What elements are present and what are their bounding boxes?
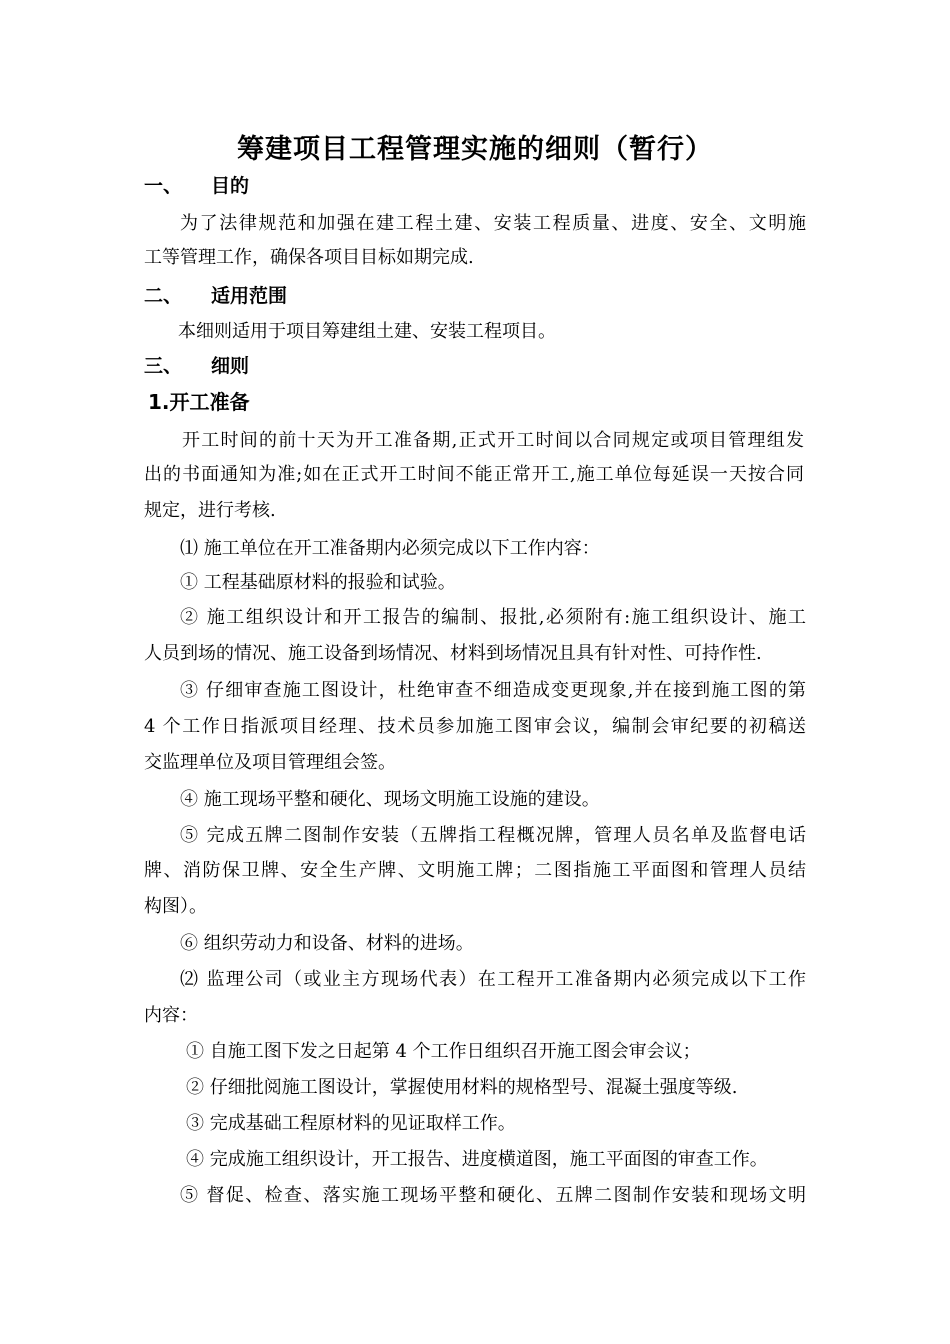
- paragraph-line: 规定，进行考核.: [144, 500, 276, 521]
- subsection-heading: 1.开工准备: [148, 390, 250, 414]
- list-item: ③ 完成基础工程原材料的见证取样工作。: [186, 1113, 516, 1134]
- section-heading-rules: [144, 352, 249, 380]
- list-item: ③ 仔细审查施工图设计，杜绝审查不细造成变更现象,并在接到施工图的第: [180, 680, 806, 701]
- paragraph-line: 为了法律规范和加强在建工程土建、安装工程质量、进度、安全、文明施: [180, 213, 806, 234]
- list-item-continuation: 交监理单位及项目管理组会签。: [144, 752, 396, 773]
- list-item: ① 工程基础原材料的报验和试验。: [180, 572, 456, 593]
- list-item-continuation: 人员到场的情况、施工设备到场情况、材料到场情况且具有针对性、可持作性.: [144, 643, 762, 664]
- section-title: 目的: [211, 175, 250, 197]
- list-item: ⑥ 组织劳动力和设备、材料的进场。: [180, 933, 474, 954]
- paragraph-line: 工等管理工作，确保各项目目标如期完成.: [144, 247, 474, 268]
- section-title: 适用范围: [211, 285, 288, 307]
- list-heading: ⑵ 监理公司（或业主方现场代表）在工程开工准备期内必须完成以下工作: [180, 969, 806, 990]
- list-item: ② 仔细批阅施工图设计，掌握使用材料的规格型号、混凝土强度等级.: [186, 1077, 738, 1098]
- paragraph-line: 本细则适用于项目筹建组土建、安装工程项目。: [178, 321, 556, 342]
- list-item: ④ 完成施工组织设计，开工报告、进度横道图，施工平面图的审查工作。: [186, 1149, 768, 1170]
- list-item: ① 自施工图下发之日起第 4 个工作日组织召开施工图会审会议；: [186, 1041, 701, 1062]
- section-number: 二、: [144, 285, 183, 307]
- section-number: 三、: [144, 355, 183, 377]
- paragraph-line: 出的书面通知为准;如在正式开工时间不能正常开工,施工单位每延误一天按合同: [144, 464, 804, 485]
- list-item: ② 施工组织设计和开工报告的编制、报批,必须附有:施工组织设计、施工: [180, 607, 806, 628]
- list-item-continuation: 牌、消防保卫牌、安全生产牌、文明施工牌；二图指施工平面图和管理人员结: [144, 860, 806, 881]
- list-item: ⑤ 督促、检查、落实施工现场平整和硬化、五牌二图制作安装和现场文明: [180, 1185, 806, 1206]
- list-item: ④ 施工现场平整和硬化、现场文明施工设施的建设。: [180, 789, 600, 810]
- document-title: 筹建项目工程管理实施的细则（暂行）: [237, 134, 713, 165]
- paragraph-line: 开工时间的前十天为开工准备期,正式开工时间以合同规定或项目管理组发: [182, 430, 804, 451]
- section-heading-scope: [144, 282, 287, 310]
- list-item-continuation: 4 个工作日指派项目经理、技术员参加施工图审会议，编制会审纪要的初稿送: [144, 716, 806, 737]
- section-title: 细则: [211, 355, 250, 377]
- section-number: 一、: [144, 175, 183, 197]
- list-heading: ⑴ 施工单位在开工准备期内必须完成以下工作内容：: [180, 538, 600, 559]
- list-heading-continuation: 内容：: [144, 1005, 198, 1026]
- list-item-continuation: 构图）。: [144, 896, 207, 917]
- list-item: ⑤ 完成五牌二图制作安装（五牌指工程概况牌，管理人员名单及监督电话: [180, 825, 806, 846]
- section-heading-purpose: [144, 172, 249, 200]
